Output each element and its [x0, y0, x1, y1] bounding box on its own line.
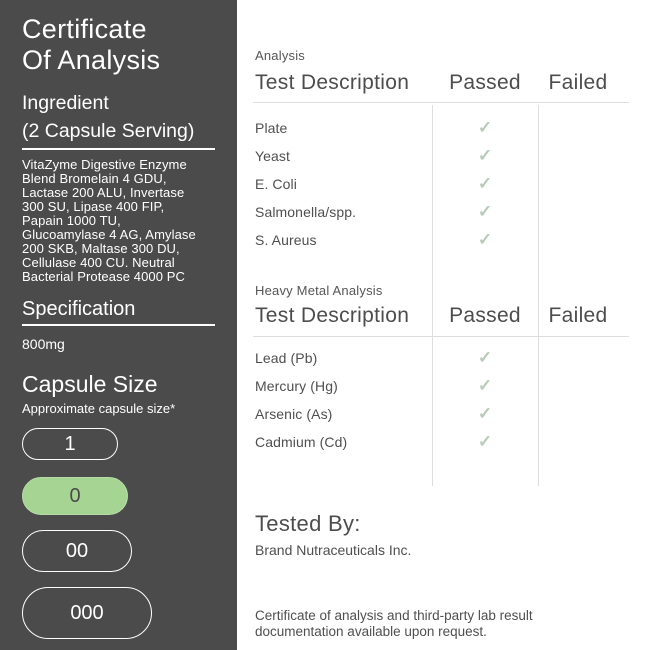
- check-icon: ✓: [477, 174, 493, 193]
- ingredient-heading: [22, 89, 219, 145]
- table-row: [237, 344, 618, 372]
- capsule-size-option-1[interactable]: 1: [22, 428, 118, 460]
- column-header-failed: Failed: [548, 304, 608, 327]
- analysis-table-rows: [237, 114, 618, 254]
- check-icon: ✓: [477, 348, 493, 367]
- table-row: [237, 170, 618, 198]
- heavy-metal-section-label: Heavy Metal Analysis: [255, 283, 383, 298]
- table-row: [237, 114, 618, 142]
- check-icon: ✓: [477, 404, 493, 423]
- tested-by-value: Brand Nutraceuticals Inc.: [255, 542, 412, 558]
- test-name: Lead (Pb): [255, 350, 318, 366]
- check-icon: ✓: [477, 118, 493, 137]
- column-header-test-description: Test Description: [255, 304, 410, 327]
- capsule-size-option-0-selected[interactable]: 0: [22, 477, 128, 515]
- ingredient-description: VitaZyme Digestive Enzyme Blend Bromelain 4 GDU, Lactase 200 ALU, Invertase 300 SU, Lipase 400 FIP, Papain 1000 TU, Glucoamylase 4 AG, Amylase 200 SKB, Maltase 300 DU, Cellulase 400 CU. Neutral Bacterial Protease 4000 PC: [22, 157, 196, 284]
- check-icon: ✓: [477, 230, 493, 249]
- capsule-size-note: Approximate capsule size*: [22, 401, 176, 416]
- table-row: [237, 142, 618, 170]
- column-header-failed: Failed: [548, 71, 608, 94]
- table-row: [237, 372, 618, 400]
- ingredient-heading-line1: Ingredient: [22, 92, 109, 114]
- check-icon: ✓: [477, 432, 493, 451]
- capsule-size-option-000[interactable]: 000: [22, 587, 152, 639]
- test-name: S. Aureus: [255, 232, 317, 248]
- page-title-line2: Of Analysis: [22, 45, 161, 75]
- header-divider: [253, 336, 629, 337]
- column-header-passed: Passed: [449, 304, 521, 327]
- check-icon: ✓: [477, 376, 493, 395]
- table-row: [237, 226, 618, 254]
- divider: [22, 148, 215, 150]
- page-title-line1: Certificate: [22, 14, 147, 44]
- table-row: [237, 400, 618, 428]
- tested-by-heading: Tested By:: [255, 511, 361, 536]
- test-name: Yeast: [255, 148, 291, 164]
- test-name: Salmonella/spp.: [255, 204, 357, 220]
- capsule-size-heading: Capsule Size: [22, 371, 158, 397]
- sidebar: [0, 0, 237, 650]
- header-divider: [253, 102, 629, 103]
- test-name: Mercury (Hg): [255, 378, 338, 394]
- table-row: [237, 198, 618, 226]
- table-row: [237, 428, 618, 456]
- test-name: Cadmium (Cd): [255, 434, 348, 450]
- column-header-test-description: Test Description: [255, 71, 410, 94]
- test-name: Plate: [255, 120, 288, 136]
- specification-heading: Specification: [22, 298, 136, 320]
- divider: [22, 324, 215, 326]
- heavy-metal-table-header: [237, 304, 618, 328]
- ingredient-heading-line2: (2 Capsule Serving): [22, 120, 195, 142]
- footnote: Certificate of analysis and third-party lab result documentation available upon request.: [255, 608, 533, 639]
- analysis-section-label: Analysis: [255, 48, 306, 63]
- check-icon: ✓: [477, 202, 493, 221]
- analysis-table-header: [237, 71, 618, 95]
- check-icon: ✓: [477, 146, 493, 165]
- capsule-size-option-00[interactable]: 00: [22, 530, 132, 572]
- column-header-passed: Passed: [449, 71, 521, 94]
- test-name: E. Coli: [255, 176, 297, 192]
- test-name: Arsenic (As): [255, 406, 333, 422]
- heavy-metal-table-rows: [237, 344, 618, 456]
- main-panel: [237, 0, 650, 650]
- specification-value: 800mg: [22, 336, 65, 352]
- page-title: [22, 14, 219, 76]
